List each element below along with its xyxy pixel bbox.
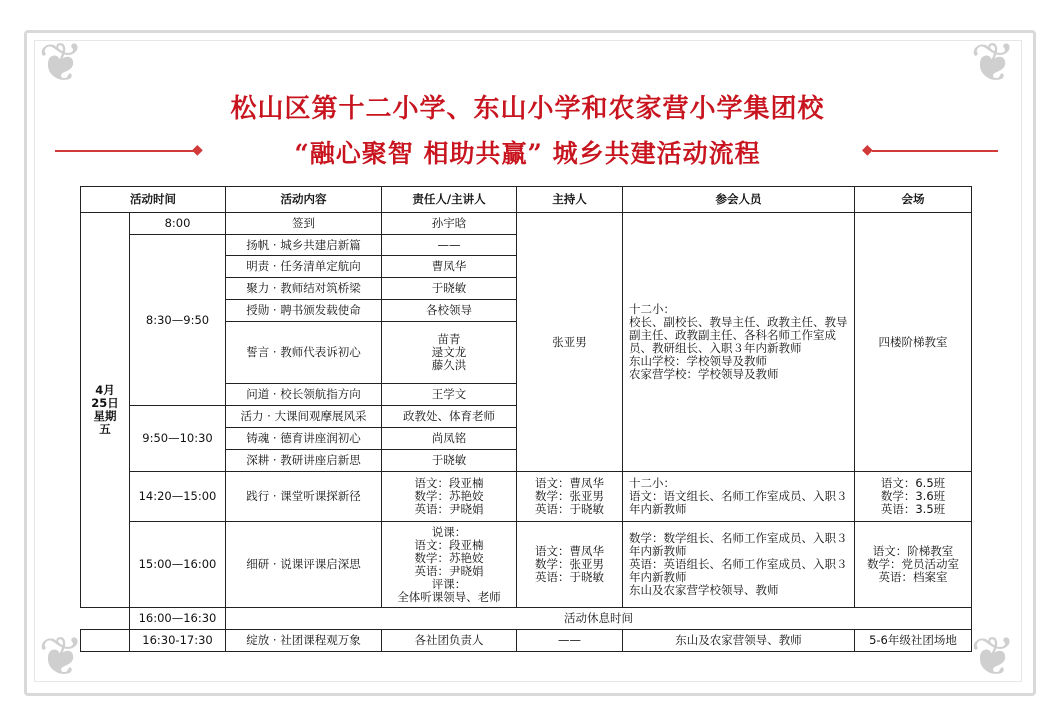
host-cell: ——	[517, 630, 623, 652]
person-cell: 政教处、体育老师	[382, 406, 517, 428]
venue-cell: 语文：6.5班 数学：3.6班 英语：3.5班	[855, 472, 972, 522]
break-cell: 活动休息时间	[226, 608, 972, 630]
person-cell: 孙宇晗	[382, 213, 517, 235]
person-cell: 曹凤华	[382, 256, 517, 278]
time-cell: 14:20—15:00	[130, 472, 226, 522]
header-host: 主持人	[517, 187, 623, 213]
content-cell: 誓言 · 教师代表诉初心	[226, 322, 382, 384]
host-cell: 张亚男	[517, 213, 623, 472]
content-cell: 践行 · 课堂听课探新径	[226, 472, 382, 522]
venue-cell: 四楼阶梯教室	[855, 213, 972, 472]
content-cell: 绽放 · 社团课程观万象	[226, 630, 382, 652]
divider-ornament-icon: ◆	[862, 142, 873, 158]
attendees-cell: 十二小： 校长、副校长、教导主任、政教主任、教导副主任、政教副主任、各科名师工作室成员、教研组长、入职３年内新教师 东山学校：学校领导及教师 农家营学校：学校领导及教师	[623, 213, 855, 472]
corner-ornament-icon: ❦	[38, 31, 84, 94]
person-cell: 语文：段亚楠 数学：苏艳姣 英语：尹晓娟	[382, 472, 517, 522]
person-cell: 各社团负责人	[382, 630, 517, 652]
venue-cell: 5-6年级社团场地	[855, 630, 972, 652]
title-line-2: “融心聚智 相助共赢” 城乡共建活动流程	[294, 139, 761, 168]
person-cell: 说课： 语文：段亚楠 数学：苏艳姣 英语：尹晓娟 评课： 全体听课领导、老师	[382, 522, 517, 608]
person-cell: 于晓敏	[382, 278, 517, 300]
content-cell: 扬帆 · 城乡共建启新篇	[226, 235, 382, 256]
date-cell: 4月 25日 星期 五	[81, 213, 130, 608]
title-divider-right	[872, 150, 998, 152]
person-cell: 尚凤铭	[382, 428, 517, 450]
header-person: 责任人/主讲人	[382, 187, 517, 213]
header-attendees: 参会人员	[623, 187, 855, 213]
divider-ornament-icon: ◆	[192, 142, 203, 158]
header-content: 活动内容	[226, 187, 382, 213]
schedule-table	[80, 186, 972, 652]
venue-cell: 语文：阶梯教室 数学：党员活动室 英语：档案室	[855, 522, 972, 608]
time-cell: 8:30—9:50	[130, 235, 226, 406]
time-cell: 16:30-17:30	[130, 630, 226, 652]
attendees-cell: 十二小： 语文：语文组长、名师工作室成员、入职３年内新教师	[623, 472, 855, 522]
content-cell: 授勋 · 聘书颁发载使命	[226, 300, 382, 322]
person-cell: ——	[382, 235, 517, 256]
attendees-cell: 东山及农家营领导、教师	[623, 630, 855, 652]
content-cell: 问道 · 校长领航指方向	[226, 384, 382, 406]
host-cell: 语文：曹凤华 数学：张亚男 英语：于晓敏	[517, 472, 623, 522]
content-cell: 签到	[226, 213, 382, 235]
content-cell: 铸魂 · 德育讲座润初心	[226, 428, 382, 450]
person-cell: 于晓敏	[382, 450, 517, 472]
person-cell: 各校领导	[382, 300, 517, 322]
content-cell: 细研 · 说课评课启深思	[226, 522, 382, 608]
title-line-1: 松山区第十二小学、东山小学和农家营小学集团校	[230, 94, 825, 124]
content-cell: 活力 · 大课间观摩展风采	[226, 406, 382, 428]
title-divider-left	[55, 150, 195, 152]
corner-ornament-icon: ❦	[38, 625, 84, 688]
time-cell: 16:00—16:30	[130, 608, 226, 630]
content-cell: 明责 · 任务清单定航向	[226, 256, 382, 278]
person-cell: 苗青 逯文龙 藤久洪	[382, 322, 517, 384]
time-cell: 15:00—16:00	[130, 522, 226, 608]
person-cell: 王学文	[382, 384, 517, 406]
header-time: 活动时间	[81, 187, 226, 213]
content-cell: 聚力 · 教师结对筑桥梁	[226, 278, 382, 300]
corner-ornament-icon: ❦	[970, 625, 1016, 688]
time-cell: 8:00	[130, 213, 226, 235]
corner-ornament-icon: ❦	[970, 31, 1016, 94]
header-venue: 会场	[855, 187, 972, 213]
attendees-cell: 数学：数学组长、名师工作室成员、入职３年内新教师 英语：英语组长、名师工作室成员、入职３年内新教师 东山及农家营学校领导、教师	[623, 522, 855, 608]
content-cell: 深耕 · 教研讲座启新思	[226, 450, 382, 472]
time-cell: 9:50—10:30	[130, 406, 226, 472]
host-cell: 语文：曹凤华 数学：张亚男 英语：于晓敏	[517, 522, 623, 608]
